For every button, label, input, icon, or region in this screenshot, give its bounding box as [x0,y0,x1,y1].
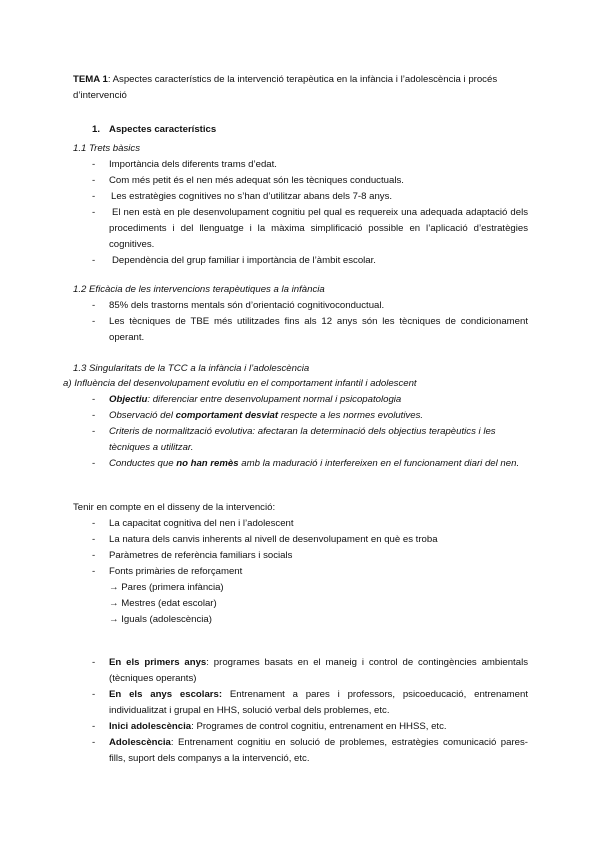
list-item [109,456,528,472]
list-item [109,392,528,408]
list-item: La capacitat cognitiva del nen i l’adolescent [109,518,294,529]
list-item: 85% dels trastorns mentals són d’orientació cognitivoconductual. [109,300,385,311]
text: Criteris de normalització evolutiva: afectaran la determinació dels objectius terapèutics i les tècniques a utilitzar. [109,426,496,453]
arrow-item: → Mestres (edat escolar) [109,598,217,609]
text: : Programes de control cognitiu, entrenament en HHSS, etc. [191,721,447,732]
bold-text: Objectiu [109,394,148,405]
stage-item [109,655,528,687]
bullet-dash: - [92,721,96,732]
bullet-dash: - [92,207,96,218]
bullet-dash: - [92,410,96,421]
bullet-dash: - [92,657,96,668]
title-prefix: TEMA 1 [73,74,108,85]
bullet-dash: - [92,159,96,170]
text: : Entrenament cognitiu en solució de problemes, estratègies comunicació pares-fills, suport dels companys a la intervenció, etc. [109,737,528,764]
bullet-dash: - [92,518,96,529]
stage-item [109,687,528,719]
bullet-dash: - [92,458,96,469]
bullet-dash: - [92,175,96,186]
text: amb la maduració i interfereixen en el funcionament diari del nen. [238,458,520,469]
section-heading [92,122,216,138]
list-item: Paràmetres de referència familiars i socials [109,550,293,561]
text: : programes basats en el maneig i control de contingències ambientals (tècniques operants) [109,657,528,684]
list-item: Dependència del grup familiar i importància de l’àmbit escolar. [112,255,376,266]
list-item: Les tècniques de TBE més utilitzades fins als 12 anys són les tècniques de condicionament operant. [109,316,528,343]
bullet-dash: - [92,255,96,266]
arrow-item: → Pares (primera infància) [109,582,224,593]
bold-text: comportament desviat [175,410,279,421]
list-item [109,424,528,456]
bold-text: En els primers anys [109,657,207,668]
stage-item [109,735,528,767]
text: respecte a les normes evolutives. [278,410,424,421]
text: Entrenament a pares i professors, psicoeducació, entrenament individualitzat i grupal en HHS, solució verbal dels problemes, etc. [109,689,528,716]
list-item [109,408,528,424]
list-item: Importància dels diferents trams d’edat. [109,159,277,170]
subsection-heading-1-3: 1.3 Singularitats de la TCC a la infància i l’adolescència [73,363,310,374]
subsection-heading-1-1: 1.1 Trets bàsics [73,143,141,154]
bullet-dash: - [92,534,96,545]
arrow-item: → Iguals (adolescència) [109,614,212,625]
bullet-dash: - [92,737,96,748]
design-heading: Tenir en compte en el disseny de la intervenció: [73,502,276,513]
list-item: Fonts primàries de reforçament [109,566,243,577]
bullet-dash: - [92,316,96,327]
document-title-line2: d’intervenció [73,90,127,101]
text: Conductes que [109,458,177,469]
list-item: El nen està en ple desenvolupament cognitiu pel qual es requereix una adequada adaptació dels procediments i del llenguatge i la màxima simplificació possible en l’aplicació d’estratègies cognitives. [109,207,528,250]
text: Observació del [109,410,176,421]
bold-text: Adolescència [109,737,171,748]
bullet-dash: - [92,550,96,561]
bullet-dash: - [92,191,96,202]
subsection-heading-1-2: 1.2 Eficàcia de les intervencions terapèutiques a la infància [73,284,325,295]
bullet-dash: - [92,426,96,437]
bold-text: no han remès [176,458,239,469]
list-item: Com més petit és el nen més adequat són les tècniques conductuals. [109,175,404,186]
title-text: : Aspectes característics de la intervenció terapèutica en la infància i l’adolescència i procés [107,74,498,85]
bullet-dash: - [92,689,96,700]
stage-item [109,719,528,735]
subpoint-a: a) Influència del desenvolupament evolutiu en el comportament infantil i adolescent [63,378,417,389]
section-title: Aspectes característics [109,124,217,135]
text: : diferenciar entre desenvolupament normal i psicopatologia [147,394,402,405]
bold-text: En els anys escolars: [109,689,223,700]
list-item: Les estratègies cognitives no s’han d’utilitzar abans dels 7-8 anys. [111,191,393,202]
section-number: 1. [92,124,101,135]
list-item: La natura dels canvis inherents al nivell de desenvolupament en què es troba [109,534,438,545]
bullet-dash: - [92,566,96,577]
bold-text: Inici adolescència [109,721,192,732]
bullet-dash: - [92,300,96,311]
document-title [73,72,497,88]
bullet-dash: - [92,394,96,405]
